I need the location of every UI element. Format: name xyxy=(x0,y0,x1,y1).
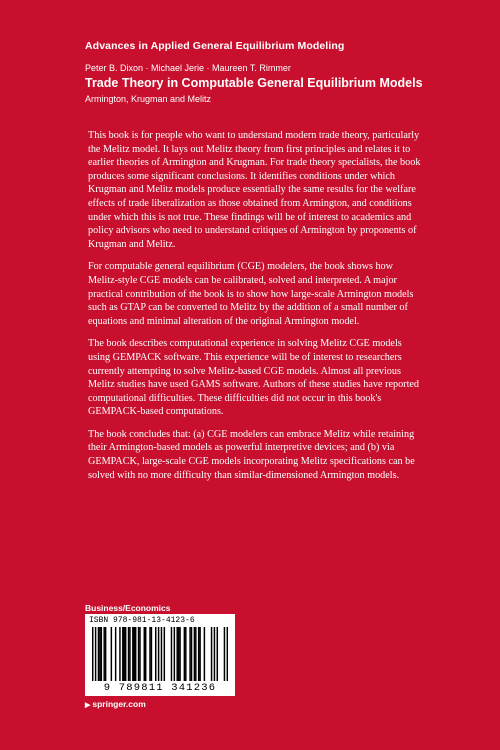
barcode-bar xyxy=(211,627,212,681)
barcode-bar xyxy=(144,627,145,681)
barcode-bar xyxy=(214,627,215,681)
barcode-bar xyxy=(194,627,195,681)
series-title: Advances in Applied General Equilibrium Modeling xyxy=(85,40,345,52)
barcode-bar xyxy=(191,627,192,681)
barcode-bar xyxy=(132,627,133,681)
barcode-bar xyxy=(122,627,123,681)
barcode-bars xyxy=(92,627,228,681)
barcode-bar xyxy=(128,627,129,681)
barcode-bar xyxy=(171,627,172,681)
barcode-bar xyxy=(199,627,200,681)
barcode-bar xyxy=(184,627,185,681)
barcode-bar xyxy=(158,627,159,681)
barcode-bar xyxy=(155,627,156,681)
barcode-bar xyxy=(204,627,205,681)
barcode-bar xyxy=(92,627,93,681)
barcode-bar xyxy=(119,627,120,681)
barcode-bar xyxy=(176,627,177,681)
isbn-barcode xyxy=(85,614,235,696)
barcode-bar xyxy=(105,627,106,681)
barcode-bar xyxy=(134,627,135,681)
barcode-number: 9 789811 341236 xyxy=(103,682,217,694)
barcode-bar xyxy=(125,627,126,681)
publisher-url-text: springer.com xyxy=(92,699,146,709)
book-title: Trade Theory in Computable General Equilibrium Models xyxy=(85,76,423,90)
barcode-bar xyxy=(95,627,96,681)
barcode-bar xyxy=(101,627,102,681)
subject-category: Business/Economics xyxy=(85,603,171,613)
barcode-bar xyxy=(198,627,199,681)
author-list: Peter B. Dixon · Michael Jerie · Maureen T. Rimmer xyxy=(85,63,291,73)
barcode-bar xyxy=(217,627,218,681)
book-subtitle: Armington, Krugman and Melitz xyxy=(85,94,212,104)
barcode-bar xyxy=(151,627,152,681)
barcode-bar xyxy=(164,627,165,681)
barcode-bar xyxy=(174,627,175,681)
barcode-bar xyxy=(103,627,104,681)
barcode-bar xyxy=(195,627,196,681)
barcode-bar xyxy=(178,627,179,681)
barcode-bar xyxy=(98,627,99,681)
barcode-bar xyxy=(227,627,228,681)
barcode-bar xyxy=(129,627,130,681)
arrow-right-icon: ▶ xyxy=(85,702,91,709)
publisher-url xyxy=(85,699,146,709)
blurb-paragraph-3: The book describes computational experience in solving Melitz CGE models using GEMPACK software. This experience will be of interest to researchers currently attempting to solve Melitz-based CGE models. Almost all previous Melitz studies have used GAMS software. Authors of these studies have reported computational difficulties. These difficulties did not occur in this book's GEMPACK-based computations. xyxy=(88,338,420,418)
barcode-bar xyxy=(115,627,116,681)
barcode-bar xyxy=(139,627,140,681)
barcode-bar xyxy=(189,627,190,681)
barcode-bar xyxy=(224,627,225,681)
barcode-bar xyxy=(149,627,150,681)
barcode-bar xyxy=(145,627,146,681)
blurb-paragraph-2: For computable general equilibrium (CGE) modelers, the book shows how Melitz-style CGE models can be calibrated, solved and interpreted. A major practical contribution of the book is to show how large-scale Armington models such as GTAP can be converted to Melitz by the addition of a small number of equations and minimal alteration of the original Armington model. xyxy=(88,261,414,327)
barcode-bar xyxy=(138,627,139,681)
barcode-bar xyxy=(111,627,112,681)
barcode-bar xyxy=(185,627,186,681)
blurb xyxy=(88,129,423,491)
barcode-bar xyxy=(123,627,124,681)
barcode-bar xyxy=(179,627,180,681)
barcode-bar xyxy=(99,627,100,681)
blurb-paragraph-4: The book concludes that: (a) CGE modelers can embrace Melitz while retaining their Armington-based models as powerful interpretive devices; and (b) via GEMPACK, large-scale CGE models incorporating Melitz specifications can be solved with no more difficulty than similar-dimensioned Armington models. xyxy=(88,428,415,481)
blurb-paragraph-1: This book is for people who want to understand modern trade theory, particularly the Melitz model. It lays out Melitz theory from first principles and relates it to earlier theories of Armington and Krugman. For trade theory specialists, the book produces some significant conclusions. It identifies conditions under which Krugman and Melitz models produce essentially the same results for the welfare effects of trade liberalization as those obtained from Armington, and conditions under which this is not true. These findings will be of interest to academics and policy advisors who need to understand critiques of Armington by proponents of Krugman and Melitz. xyxy=(88,130,421,250)
barcode-bar xyxy=(161,627,162,681)
barcode-bar xyxy=(135,627,136,681)
isbn-label: ISBN 978-981-13-4123-6 xyxy=(89,616,195,625)
